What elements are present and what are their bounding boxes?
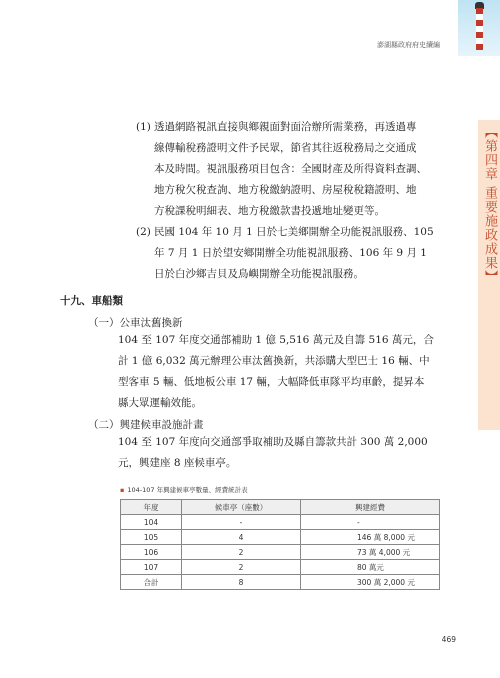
text-line: 民國 104 年 10 月 1 日於七美鄉開辦全功能視訊服務、105 <box>154 226 434 238</box>
cell-year: 105 <box>121 530 182 545</box>
cell-shelters: 2 <box>182 545 301 560</box>
text-line: 元，興建座 8 座候車亭。 <box>118 457 237 469</box>
text-line: 104 至 107 年度向交通部爭取補助及縣自籌款共計 300 萬 2,000 <box>118 436 428 448</box>
cell-year: 合計 <box>121 575 182 590</box>
chapter-title: 【第四章 重要施政成果】 <box>482 125 497 285</box>
cell-cost: - <box>301 515 440 530</box>
text-line: 104 至 107 年度交通部補助 1 億 5,516 萬元及自籌 516 萬元，合 <box>118 334 434 346</box>
table-row-total <box>121 575 440 590</box>
text-line: 型客車 5 輛、低地板公車 17 輛，大幅降低車隊平均車齡，提昇本 <box>118 376 425 388</box>
cell-year: 104 <box>121 515 182 530</box>
subsection-heading: （一）公車汰舊換新 <box>88 317 183 329</box>
cell-shelters: 8 <box>182 575 301 590</box>
text-line: 計 1 億 6,032 萬元辦理公車汰舊換新，共添購大型巴士 16 輛、中 <box>118 355 430 367</box>
section-heading: 十九、車船類 <box>60 295 123 307</box>
item-number: (1) <box>136 121 151 133</box>
bus-shelter-table <box>120 499 440 590</box>
text-line: 線傳輸稅務證明文件予民眾，節省其往返稅務局之交通成 <box>154 142 417 154</box>
text-line: 方稅課稅明細表、地方稅繳款書投遞地址變更等。 <box>154 205 385 217</box>
caption-text: 104-107 年興建候車亭數量、經費統計表 <box>127 486 248 494</box>
running-header: 澎湖縣政府府史續編 <box>377 41 440 49</box>
item-number: (2) <box>136 226 151 238</box>
item-paragraph <box>154 117 454 222</box>
lighthouse-decoration <box>458 0 500 56</box>
text-line: 地方稅欠稅查詢、地方稅繳納證明、房屋稅稅籍證明、地 <box>154 184 417 196</box>
lighthouse-tower <box>476 8 483 50</box>
text-line: 本及時間。視訊服務項目包含：全國財產及所得資料查調、 <box>154 163 427 175</box>
cell-year: 107 <box>121 560 182 575</box>
cell-cost: 73 萬 4,000 元 <box>301 545 440 560</box>
item-paragraph <box>154 222 454 285</box>
header-year: 年度 <box>121 500 182 515</box>
cell-cost: 80 萬元 <box>301 560 440 575</box>
cell-cost: 300 萬 2,000 元 <box>301 575 440 590</box>
cell-shelters: 2 <box>182 560 301 575</box>
cell-shelters: - <box>182 515 301 530</box>
header-shelters: 候車亭（座數） <box>182 500 301 515</box>
cell-cost: 146 萬 8,000 元 <box>301 530 440 545</box>
subsection-paragraph <box>118 330 448 414</box>
text-line: 日於白沙鄉吉貝及鳥嶼開辦全功能視訊服務。 <box>154 268 364 280</box>
text-line: 縣大眾運輸效能。 <box>118 397 202 409</box>
table-row <box>121 545 440 560</box>
subsection-heading: （二）興建候車設施計畫 <box>88 419 204 431</box>
table-caption <box>120 485 248 494</box>
page-number: 469 <box>441 635 456 644</box>
table-row <box>121 530 440 545</box>
text-line: 年 7 月 1 日於望安鄉開辦全功能視訊服務、106 年 9 月 1 <box>154 247 427 259</box>
table-row <box>121 515 440 530</box>
header-cost: 興建經費 <box>301 500 440 515</box>
subsection-paragraph <box>118 432 448 474</box>
table-header-row <box>121 500 440 515</box>
caption-bullet-icon: ▪ <box>120 486 125 494</box>
cell-year: 106 <box>121 545 182 560</box>
table-row <box>121 560 440 575</box>
text-line: 透過網路視訊直接與鄉親面對面洽辦所需業務，再透過專 <box>154 121 417 133</box>
cell-shelters: 4 <box>182 530 301 545</box>
